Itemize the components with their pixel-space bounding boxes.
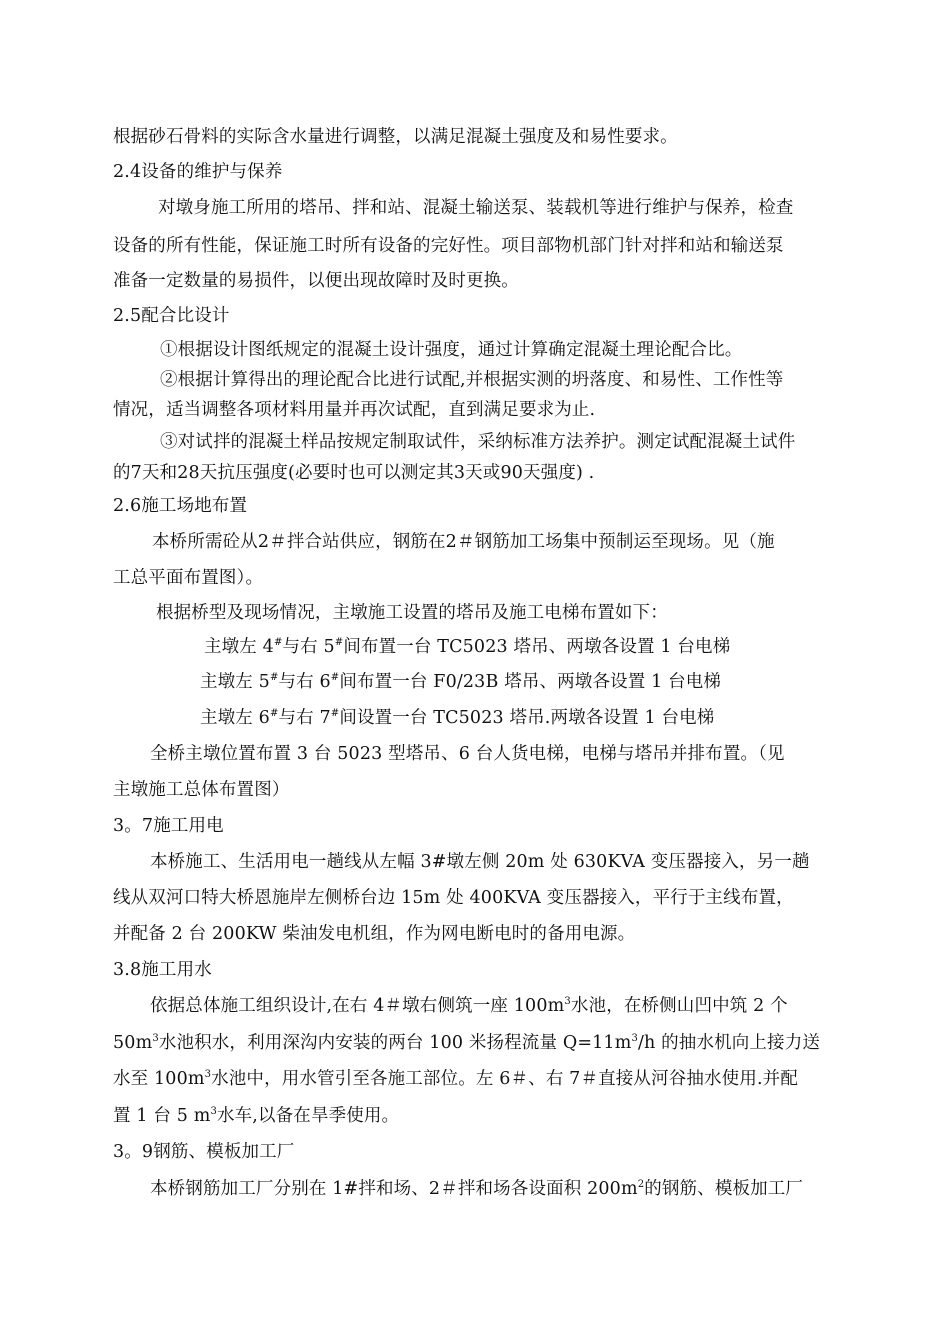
body-paragraph-line: 本桥钢筋加工厂分别在 1#拌和场、2＃拌和场各设面积 $200m^2$的钢筋、模板加工厂 xyxy=(150,1179,804,1199)
body-paragraph-line: 依据总体施工组织设计,在右 4＃墩右侧筑一座 $100m^3$水池，在桥侧山凹中筑 2 个 xyxy=(150,996,788,1016)
body-paragraph-line: 的7天和28天抗压强度(必要时也可以测定其3天或90天强度) . xyxy=(113,463,595,483)
section-heading-3-9: 3。9钢筋、模板加工厂 xyxy=(113,1142,295,1162)
body-paragraph-line: 本桥施工、生活用电一趟线从左幅 3#墩左侧 20m 处 630KVA 变压器接入，另一趟 xyxy=(150,852,810,872)
body-paragraph-line: 置 1 台 5 $m^3$水车,以备在旱季使用。 xyxy=(113,1106,400,1126)
body-paragraph-line: 并配备 2 台 200KW 柴油发电机组，作为网电断电时的备用电源。 xyxy=(113,924,636,944)
section-heading-2-5: 2.5配合比设计 xyxy=(113,306,230,326)
list-item-1: ①根据设计图纸规定的混凝土设计强度，通过计算确定混凝土理论配合比。 xyxy=(160,340,743,360)
body-paragraph-line: 根据桥型及现场情况，主墩施工设置的塔吊及施工电梯布置如下： xyxy=(156,603,668,623)
body-paragraph-line: 设备的所有性能，保证施工时所有设备的完好性。项目部物机部门针对拌和站和输送泵 xyxy=(113,236,784,256)
crane-layout-item-1: 主墩左 4#与右 5#间布置一台 TC5023 塔吊、两墩各设置 1 台电梯 xyxy=(204,637,731,657)
body-paragraph-line: 水至 $100m^3$水池中，用水管引至各施工部位。左 6＃、右 7＃直接从河谷抽水使用.并配 xyxy=(113,1069,798,1089)
crane-layout-item-2: 主墩左 5#与右 6#间布置一台 F0/23B 塔吊、两墩各设置 1 台电梯 xyxy=(200,672,722,692)
body-paragraph-line: 线从双河口特大桥恩施岸左侧桥台边 15m 处 400KVA 变压器接入，平行于主线布置， xyxy=(113,888,794,908)
body-paragraph-line: 本桥所需砼从2＃拌合站供应，钢筋在2＃钢筋加工场集中预制运至现场。见（施 xyxy=(152,532,775,552)
list-item-2: ②根据计算得出的理论配合比进行试配,并根据实测的坍落度、和易性、工作性等 xyxy=(160,370,784,390)
body-paragraph-line: 全桥主墩位置布置 3 台 5023 型塔吊、6 台人货电梯，电梯与塔吊并排布置。（见 xyxy=(150,744,785,764)
body-paragraph-line: 主墩施工总体布置图） xyxy=(113,780,290,800)
body-paragraph-line: 准备一定数量的易损件，以便出现故障时及时更换。 xyxy=(113,271,519,291)
section-heading-2-6: 2.6施工场地布置 xyxy=(113,496,248,516)
body-paragraph-line: 对墩身施工所用的塔吊、拌和站、混凝土输送泵、装载机等进行维护与保养，检查 xyxy=(158,198,794,218)
section-heading-2-4: 2.4设备的维护与保养 xyxy=(113,162,283,182)
body-paragraph-line: $50m^3$水池积水，利用深沟内安装的两台 100 米扬程流量 $Q=11m^3/h$ 的抽水机向上接力送 xyxy=(113,1033,820,1053)
body-paragraph-line: 工总平面布置图）。 xyxy=(113,568,264,588)
body-paragraph-line: 根据砂石骨料的实际含水量进行调整，以满足混凝土强度及和易性要求。 xyxy=(113,127,678,147)
crane-layout-item-3: 主墩左 6#与右 7#间设置一台 TC5023 塔吊.两墩各设置 1 台电梯 xyxy=(200,708,715,728)
list-item-3: ③对试拌的混凝土样品按规定制取试件，采纳标准方法养护。测定试配混凝土试件 xyxy=(160,432,796,452)
section-heading-3-8: 3.8施工用水 xyxy=(113,960,212,980)
section-heading-3-7: 3。7施工用电 xyxy=(113,816,224,836)
body-paragraph-line: 情况，适当调整各项材料用量并再次试配，直到满足要求为止. xyxy=(113,400,596,420)
